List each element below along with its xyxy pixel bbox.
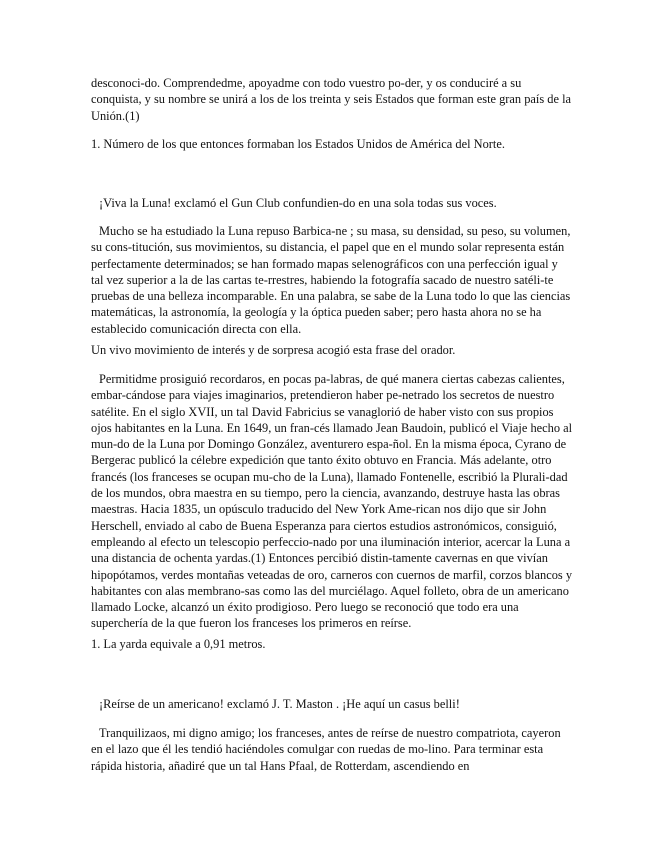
paragraph-audience-reaction: Un vivo movimiento de interés y de sorpresa acogió esta frase del orador. <box>91 343 456 357</box>
footnote-yard: 1. La yarda equivale a 0,91 metros. <box>91 637 266 651</box>
paragraph-moon-studied: Mucho se ha estudiado la Luna repuso Barbica-ne ; su masa, su densidad, su peso, su volumen, su cons-titución, sus movimientos, su distancia, el papel que en el mundo solar representa están perfectamente determinados; se han formado mapas selenográficos con una perfección igual y tal vez superior a la de las cartas te-rrestres, habiendo la fotografía sacado de nuestro satéli-te pruebas de una belleza incomparable. En una palabra, se sabe de la Luna todo lo que las ciencias matemáticas, la astronomía, la geología y la óptica pueden saber; pero hasta ahora no se ha establecido comunicación directa con ella. <box>91 224 571 336</box>
paragraph-tranquilizaos: Tranquilizaos, mi digno amigo; los franceses, antes de reírse de nuestro compatriota, cayeron en el lazo que él les tendió haciéndoles comulgar con ruedas de mo-lino. Para terminar esta rápida historia, añadiré que un tal Hans Pfaal, de Rotterdam, ascendiendo en <box>91 726 561 773</box>
paragraph-conquest: desconoci-do. Comprendedme, apoyadme con todo vuestro po-der, y os conduciré a su conquista, y su nombre se unirá a los de los treinta y seis Estados que forman este gran país de la Unión.(1) <box>91 76 572 123</box>
footnote-states: 1. Número de los que entonces formaban los Estados Unidos de América del Norte. <box>91 137 505 151</box>
paragraph-maston-exclaims: ¡Reírse de un americano! exclamó J. T. Maston . ¡He aquí un casus belli! <box>99 697 460 711</box>
paragraph-viva-la-luna: ¡Viva la Luna! exclamó el Gun Club confundien-do en una sola todas sus voces. <box>99 196 497 210</box>
paragraph-moon-history: Permitidme prosiguió recordaros, en pocas pa-labras, de qué manera ciertas cabezas calientes, embar-cándose para viajes imaginarios, pretendieron haber pe-netrado los secretos de nuestro satélite. En el siglo XVII, un tal David Fabricius se vanaglorió de haber visto con sus propios ojos habitantes en la Luna. En 1649, un fran-cés llamado Jean Baudoin, publicó el Viaje hecho al mun-do de la Luna por Domingo González, aventurero espa-ñol. En la misma época, Cyrano de Bergerac publicó la célebre expedición que tanto éxito obtuvo en Francia. Más adelante, otro francés (los franceses se ocupan mu-cho de la Luna), llamado Fontenelle, escribió la Plurali-dad de los mundos, obra maestra en su tiempo, pero la ciencia, avanzando, destruye hasta las obras maestras. Hacia 1835, un opúsculo traducido del New York Ame-rican nos dijo que sir John Herschell, enviado al cabo de Buena Esperanza para ciertos estudios astronómicos, consiguió, empleando al efecto un telescopio perfeccio-nado por una iluminación interior, acercar la Luna a una distancia de ochenta yardas.(1) Entonces percibió distin-tamente cavernas en que vivían hipopótamos, verdes montañas veteadas de oro, carneros con cuernos de marfil, corzos blancos y habitantes con alas membrano-sas como las del murciélago. Aquel folleto, obra de un americano llamado Locke, alcanzó un éxito prodigioso. Pero luego se reconoció que todo era una superchería de la que fueron los franceses los primeros en reírse. <box>91 372 573 631</box>
